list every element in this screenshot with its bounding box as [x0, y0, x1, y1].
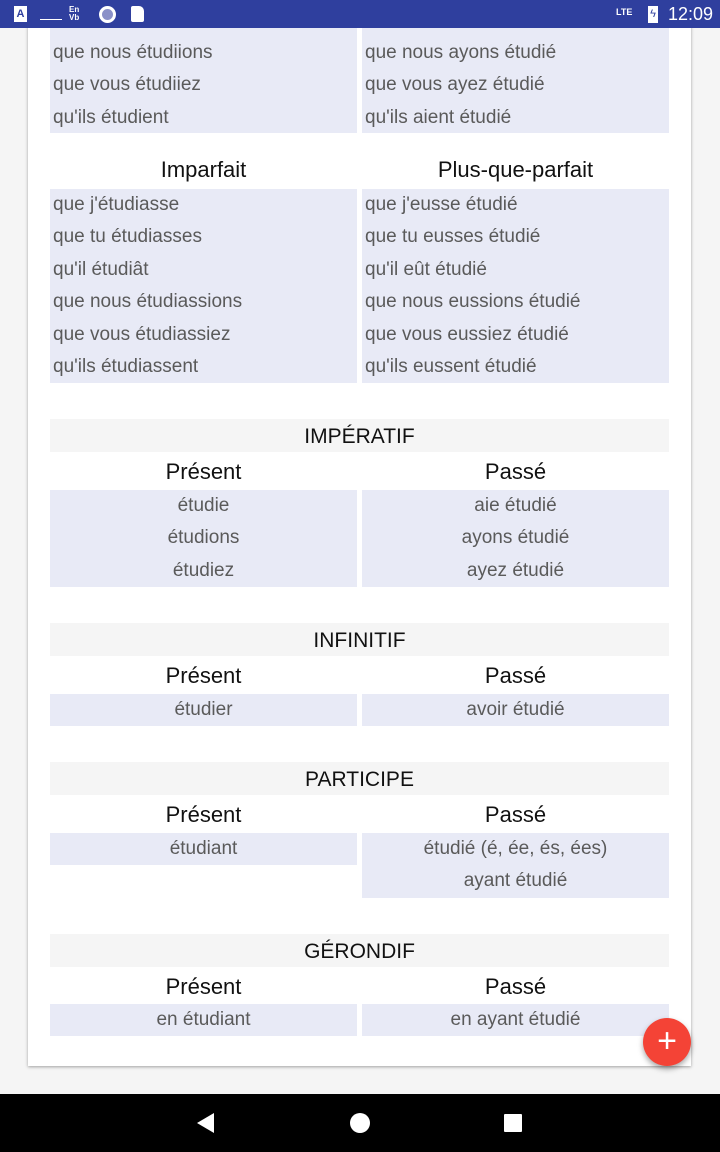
status-bar [0, 0, 720, 28]
back-icon[interactable] [197, 1113, 215, 1133]
imparfait-cell [50, 189, 357, 383]
conjugation-row: que tu eusses étudié [365, 226, 541, 248]
translate-icon: A [14, 6, 27, 22]
present-heading: Présent [165, 459, 242, 484]
conjugation-row: qu'il étudiât [53, 258, 149, 280]
conjugation-row: en ayant étudié [450, 1009, 581, 1030]
passe-heading: Passé [484, 459, 547, 484]
conjugation-row: que j'eusse étudié [365, 194, 518, 215]
infinitif-section-header: INFINITIF [50, 623, 669, 656]
imparfait-heading: Imparfait [160, 157, 247, 182]
conjugaison-francaise-icon [40, 8, 62, 20]
gerondif-present-cell [50, 1004, 357, 1036]
conjugation-row: étudiant [169, 838, 238, 859]
subjonctif-present-cell [50, 28, 357, 133]
conjugation-row: que nous ayons étudié [365, 42, 557, 63]
imperatif-passe-cell [362, 490, 669, 587]
conjugation-row: étudié (é, ée, és, ées) [423, 838, 608, 859]
conjugation-row: ayant étudié [463, 870, 568, 892]
conjugation-row: que vous ayez étudié [365, 74, 545, 96]
gerondif-passe-cell [362, 1004, 669, 1036]
conjugation-row: étudiez [172, 559, 235, 581]
sd-card-icon [131, 6, 144, 22]
conjugation-row: que nous étudiassions [53, 291, 243, 313]
lte-signal-icon: LTE [616, 7, 633, 17]
subjonctif-passe-cell [362, 28, 669, 133]
conjugation-row: qu'ils eussent étudié [365, 355, 537, 377]
participe-section-header: PARTICIPE [50, 762, 669, 795]
plus-que-parfait-heading: Plus-que-parfait [437, 157, 594, 182]
conjugation-row: que nous eussions étudié [365, 291, 581, 313]
gerondif-section-header: GÉRONDIF [50, 934, 669, 967]
conjugation-row: étudie [177, 495, 230, 516]
conjugation-row: que tu étudiasses [53, 226, 202, 248]
plus-que-parfait-cell [362, 189, 669, 383]
navigation-bar [0, 1094, 720, 1152]
conjugation-row: étudier [174, 699, 233, 720]
conjugation-row: étudions [167, 527, 240, 549]
present-heading: Présent [165, 663, 242, 688]
conjugation-row: qu'ils étudient [53, 106, 169, 128]
conjugation-row: avoir étudié [466, 699, 565, 720]
plus-icon: + [657, 1022, 677, 1060]
conjugation-row: que j'étudiasse [53, 194, 180, 215]
conjugation-row: aie étudié [474, 495, 557, 516]
participe-present-cell [50, 833, 357, 865]
participe-passe-cell [362, 833, 669, 898]
passe-heading: Passé [484, 663, 547, 688]
conjugation-row: qu'ils étudiassent [53, 355, 199, 377]
circle-app-icon [99, 6, 116, 23]
home-icon[interactable] [350, 1113, 370, 1133]
present-heading: Présent [165, 802, 242, 827]
conjugation-row: qu'ils aient étudié [365, 106, 512, 128]
imperatif-section-header: IMPÉRATIF [50, 419, 669, 452]
conjugation-row: qu'il eût étudié [365, 258, 487, 280]
add-fab-button[interactable] [643, 1018, 691, 1066]
imperatif-present-cell [50, 490, 357, 587]
english-verbs-icon: En Vb [69, 5, 80, 22]
present-heading: Présent [165, 974, 242, 999]
clock: 12:09 [668, 4, 714, 24]
recents-icon[interactable] [504, 1114, 522, 1132]
battery-charging-icon: ϟ [648, 6, 658, 23]
passe-heading: Passé [484, 974, 547, 999]
conjugation-row: que vous étudiassiez [53, 323, 231, 345]
conjugation-row: que vous eussiez étudié [365, 323, 569, 345]
conjugation-row: que vous étudiiez [53, 74, 201, 96]
conjugation-row: ayons étudié [461, 527, 570, 549]
conjugation-row: que nous étudiions [53, 42, 213, 63]
conjugation-row: ayez étudié [466, 559, 565, 581]
passe-heading: Passé [484, 802, 547, 827]
infinitif-passe-cell [362, 694, 669, 726]
conjugation-row: en étudiant [156, 1009, 251, 1030]
infinitif-present-cell [50, 694, 357, 726]
